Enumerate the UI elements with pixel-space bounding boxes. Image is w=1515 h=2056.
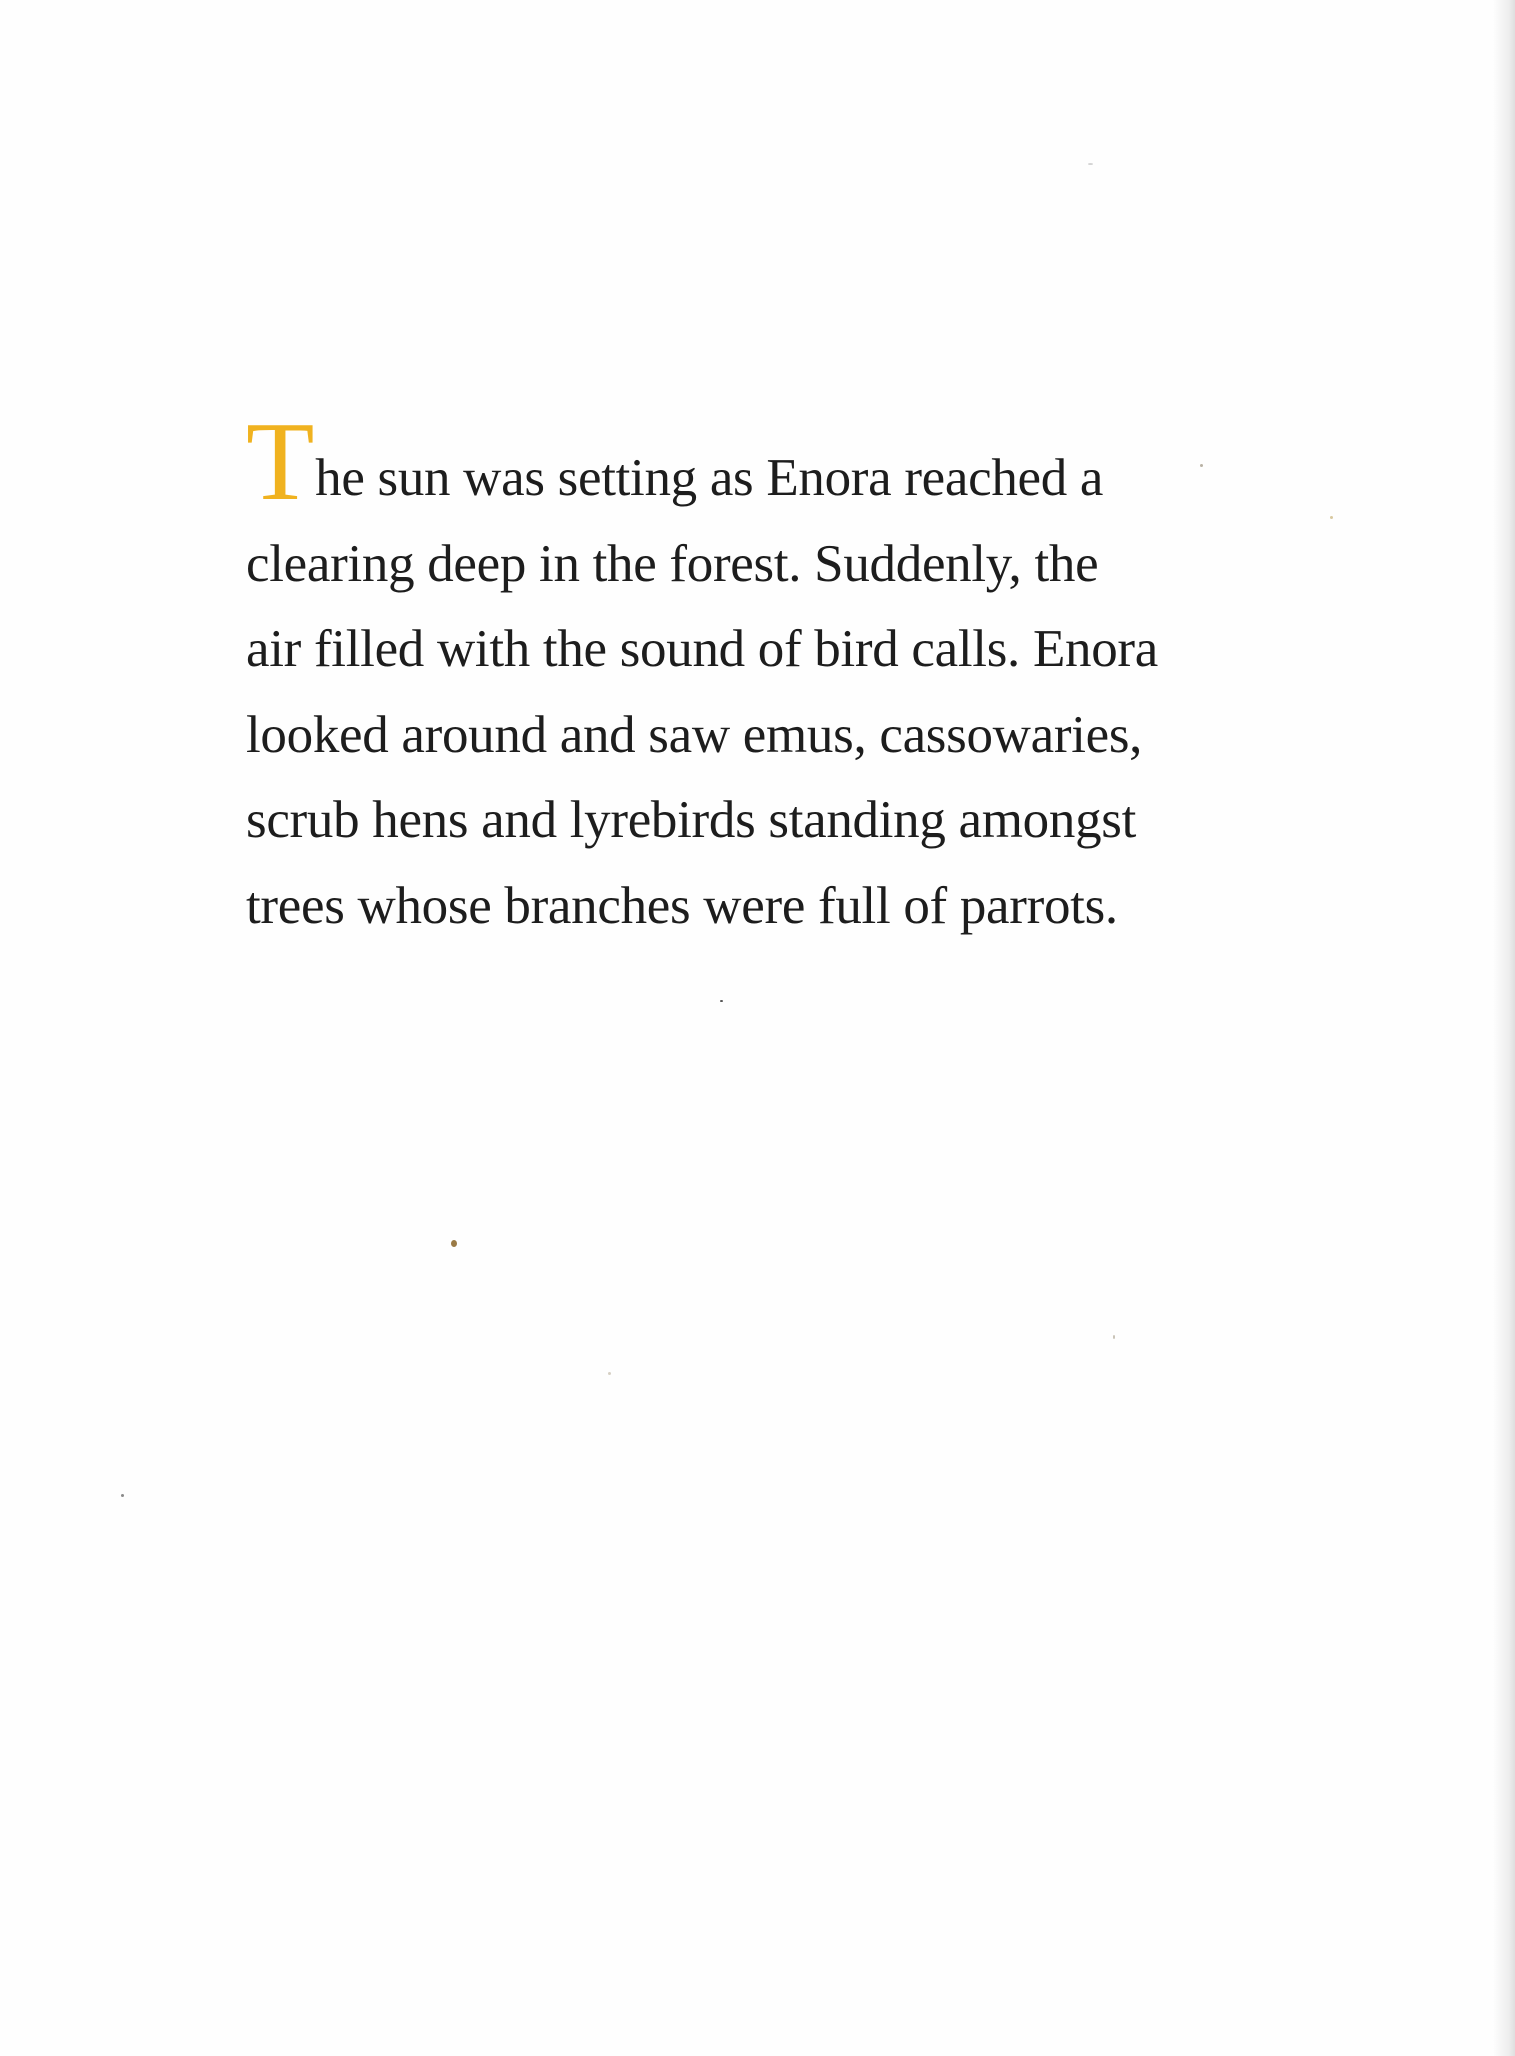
paper-speck — [608, 1372, 611, 1375]
paragraph-line-5: scrub hens and lyrebirds standing amongst — [246, 791, 1137, 849]
first-line-text: he sun was setting as Enora reached a — [315, 449, 1104, 507]
paragraph-line-3: air filled with the sound of bird calls. Enora — [246, 620, 1158, 678]
paper-speck — [1330, 516, 1333, 519]
drop-cap: T — [246, 400, 315, 524]
paper-speck — [451, 1240, 457, 1247]
paper-speck — [720, 1000, 723, 1002]
paper-speck — [121, 1494, 124, 1497]
page-edge-shadow — [1493, 0, 1515, 2056]
paper-speck — [1088, 163, 1093, 165]
paper-speck — [1200, 464, 1203, 467]
paragraph-line-1 — [246, 400, 1396, 524]
paragraph-line-6: trees whose branches were full of parrots. — [246, 876, 1118, 935]
paragraph-line-4: looked around and saw emus, cassowaries, — [246, 705, 1143, 764]
paragraph-line-2: clearing deep in the forest. Suddenly, the — [246, 534, 1099, 593]
story-paragraph — [246, 400, 1396, 949]
paper-speck — [1113, 1335, 1115, 1339]
